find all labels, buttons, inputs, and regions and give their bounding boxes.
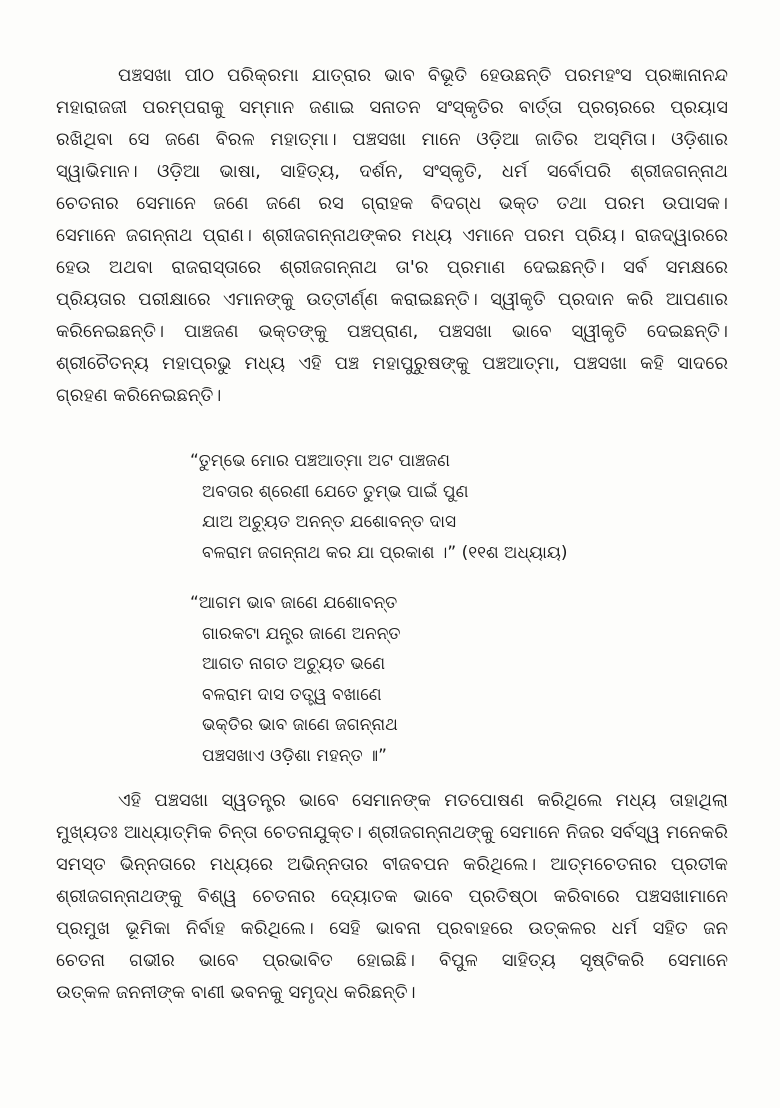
text-line: ମହାରାଜଜୀ ପରମ୍ପରାକୁ ସମ୍ମାନ ଜଣାଇ ସନାତନ ସଂସ୍କୃତିର ବାର୍ତ୍ତା ପ୍ରଚାରରେ ପ୍ରୟାସ	[56, 97, 728, 118]
verse-line: ଅବତାର ଶ୍ରେଣୀ ଯେତେ ତୁମ୍ଭ ପାଇଁ ପୁଣ	[202, 481, 469, 502]
text-line: ସେମାନେ ଜଗନ୍ନାଥ ପ୍ରାଣ। ଶ୍ରୀଜଗନ୍ନାଥଙ୍କର ମଧ୍ୟ ଏମାନେ ପରମ ପ୍ରିୟ। ରାଜଦ୍ୱାରରେ	[56, 225, 728, 246]
verse-line: “ତୁମ୍ଭେ ମୋର ପଞ୍ଚଆତ୍ମା ଅଟ ପାଞ୍ଚଜଣ	[190, 451, 450, 471]
paragraph-1	[56, 60, 728, 412]
text-line: ଶ୍ରୀଜଗନ୍ନାଥଙ୍କୁ ବିଶ୍ୱ ଚେତନାର ଦ୍ୟୋତକ ଭାବେ ପ୍ରତିଷ୍ଠା କରିବାରେ ପଞ୍ଚସଖାମାନେ	[56, 886, 728, 907]
text-line: ଚେତନାର ସେମାନେ ଜଣେ ଜଣେ ରସ ଗ୍ରାହକ ବିଦଗ୍ଧ ଭକ୍ତ ତଥା ପରମ ଉପାସକ।	[56, 193, 728, 214]
verse-line: ଭକ୍ତିର ଭାବ ଜାଣେ ଜଗନ୍ନାଥ	[202, 715, 398, 735]
text-line: ଚେତନା ଗଭୀର ଭାବେ ପ୍ରଭାବିତ ହୋଇଛି। ବିପୁଳ ସାହିତ୍ୟ ସୃଷ୍ଟିକରି ସେମାନେ	[56, 950, 728, 971]
text-line: ଗ୍ରହଣ କରିନେଇଛନ୍ତି।	[56, 385, 222, 406]
text-line: ପ୍ରିୟତାର ପରୀକ୍ଷାରେ ଏମାନଙ୍କୁ ଉତ୍ତୀର୍ଣ୍ଣ କରାଇଛନ୍ତି। ସ୍ୱୀକୃତି ପ୍ରଦାନ କରି ଆପଣାର	[56, 289, 728, 310]
text-line: ପ୍ରମୁଖ ଭୂମିକା ନିର୍ବାହ କରିଥିଲେ। ସେହି ଭାବନା ପ୍ରବାହରେ ଉତ୍କଳର ଧର୍ମ ସହିତ ଜନ	[56, 918, 728, 939]
text-line: ପଞ୍ଚସଖା ପୀଠ ପରିକ୍ରମା ଯାତ୍ରାର ଭାବ ବିଭୂତି ହେଉଛନ୍ତି ପରମହଂସ ପ୍ରଜ୍ଞାନାନନ୍ଦ	[118, 65, 728, 86]
text-line: ସମସ୍ତ ଭିନ୍ନତାରେ ମଧ୍ୟରେ ଅଭିନ୍ନତାର ବୀଜବପନ କରିଥିଲେ। ଆତ୍ମଚେତନାର ପ୍ରତୀକ	[56, 854, 728, 875]
verse-line: ବଳରାମ ଦାସ ତତ୍ତ୍ୱ ବଖାଣେ	[202, 684, 382, 705]
text-line: ଉତ୍କଳ ଜନନୀଙ୍କ ବାଣୀ ଭବନକୁ ସମୃଦ୍ଧ କରିଛନ୍ତି।	[56, 982, 416, 1003]
verse-line: ପଞ୍ଚସଖାଏ ଓଡ଼ିଶା ମହନ୍ତ ॥”	[202, 745, 387, 766]
text-line: ହେଉ ଅଥବା ରାଜରାସ୍ତାରେ ଶ୍ରୀଜଗନ୍ନାଥ ତା'ର ପ୍ରମାଣ ଦେଇଛନ୍ତି। ସର୍ବ ସମକ୍ଷରେ	[56, 257, 728, 278]
paragraph-2	[56, 785, 728, 1009]
text-line: ଶ୍ରୀଚୈତନ୍ୟ ମହାପ୍ରଭୁ ମଧ୍ୟ ଏହି ପଞ୍ଚ ମହାପୁରୁଷଙ୍କୁ ପଞ୍ଚଆତ୍ମା, ପଞ୍ଚସଖା କହି ସାଦରେ	[56, 353, 728, 374]
verse-1	[190, 446, 728, 568]
text-line: କରିନେଇଛନ୍ତି। ପାଞ୍ଚଜଣ ଭକ୍ତଙ୍କୁ ପଞ୍ଚପ୍ରାଣ, ପଞ୍ଚସଖା ଭାବେ ସ୍ୱୀକୃତି ଦେଇଛନ୍ତି।	[56, 321, 728, 342]
text-line: ମୁଖ୍ୟତଃ ଆଧ୍ୟାତ୍ମିକ ଚିନ୍ତା ଚେତନାଯୁକ୍ତ। ଶ୍ରୀଜଗନ୍ନାଥଙ୍କୁ ସେମାନେ ନିଜର ସର୍ବସ୍ୱ ମନେକରି	[56, 822, 728, 843]
text-line: ଏହି ପଞ୍ଚସଖା ସ୍ୱତନ୍ତ୍ର ଭାବେ ସେମାନଙ୍କ ମତପୋଷଣ କରିଥିଲେ ମଧ୍ୟ ତାହାଥିଲା	[118, 790, 728, 811]
verse-2	[190, 588, 728, 771]
text-line: ସ୍ୱାଭିମାନ। ଓଡ଼ିଆ ଭାଷା, ସାହିତ୍ୟ, ଦର୍ଶନ, ସଂସ୍କୃତି, ଧର୍ମ ସର୍ବୋପରି ଶ୍ରୀଜଗନ୍ନାଥ	[56, 161, 728, 182]
text-line: ରଖିଥିବା ସେ ଜଣେ ବିରଳ ମହାତ୍ମା। ପଞ୍ଚସଖା ମାନେ ଓଡ଼ିଆ ଜାତିର ଅସ୍ମିତା। ଓଡ଼ିଶାର	[56, 129, 728, 150]
verse-line: ବଳରାମ ଜଗନ୍ନାଥ କର ଯା ପ୍ରକାଶ ।” (୧୧ଶ ଅଧ୍ୟାୟ)	[202, 542, 568, 563]
verse-line: ଆଗତ ନାଗତ ଅଚ୍ୟୁତ ଭଣେ	[202, 654, 386, 674]
verse-line: ଗାରକଟା ଯନ୍ତ୍ର ଜାଣେ ଅନନ୍ତ	[202, 623, 401, 644]
verse-line: ଯାଅ ଅଚ୍ୟୁତ ଅନନ୍ତ ଯଶୋବନ୍ତ ଦାସ	[202, 512, 457, 532]
verse-line: “ଆଗମ ଭାବ ଜାଣେ ଯଶୋବନ୍ତ	[190, 593, 398, 613]
